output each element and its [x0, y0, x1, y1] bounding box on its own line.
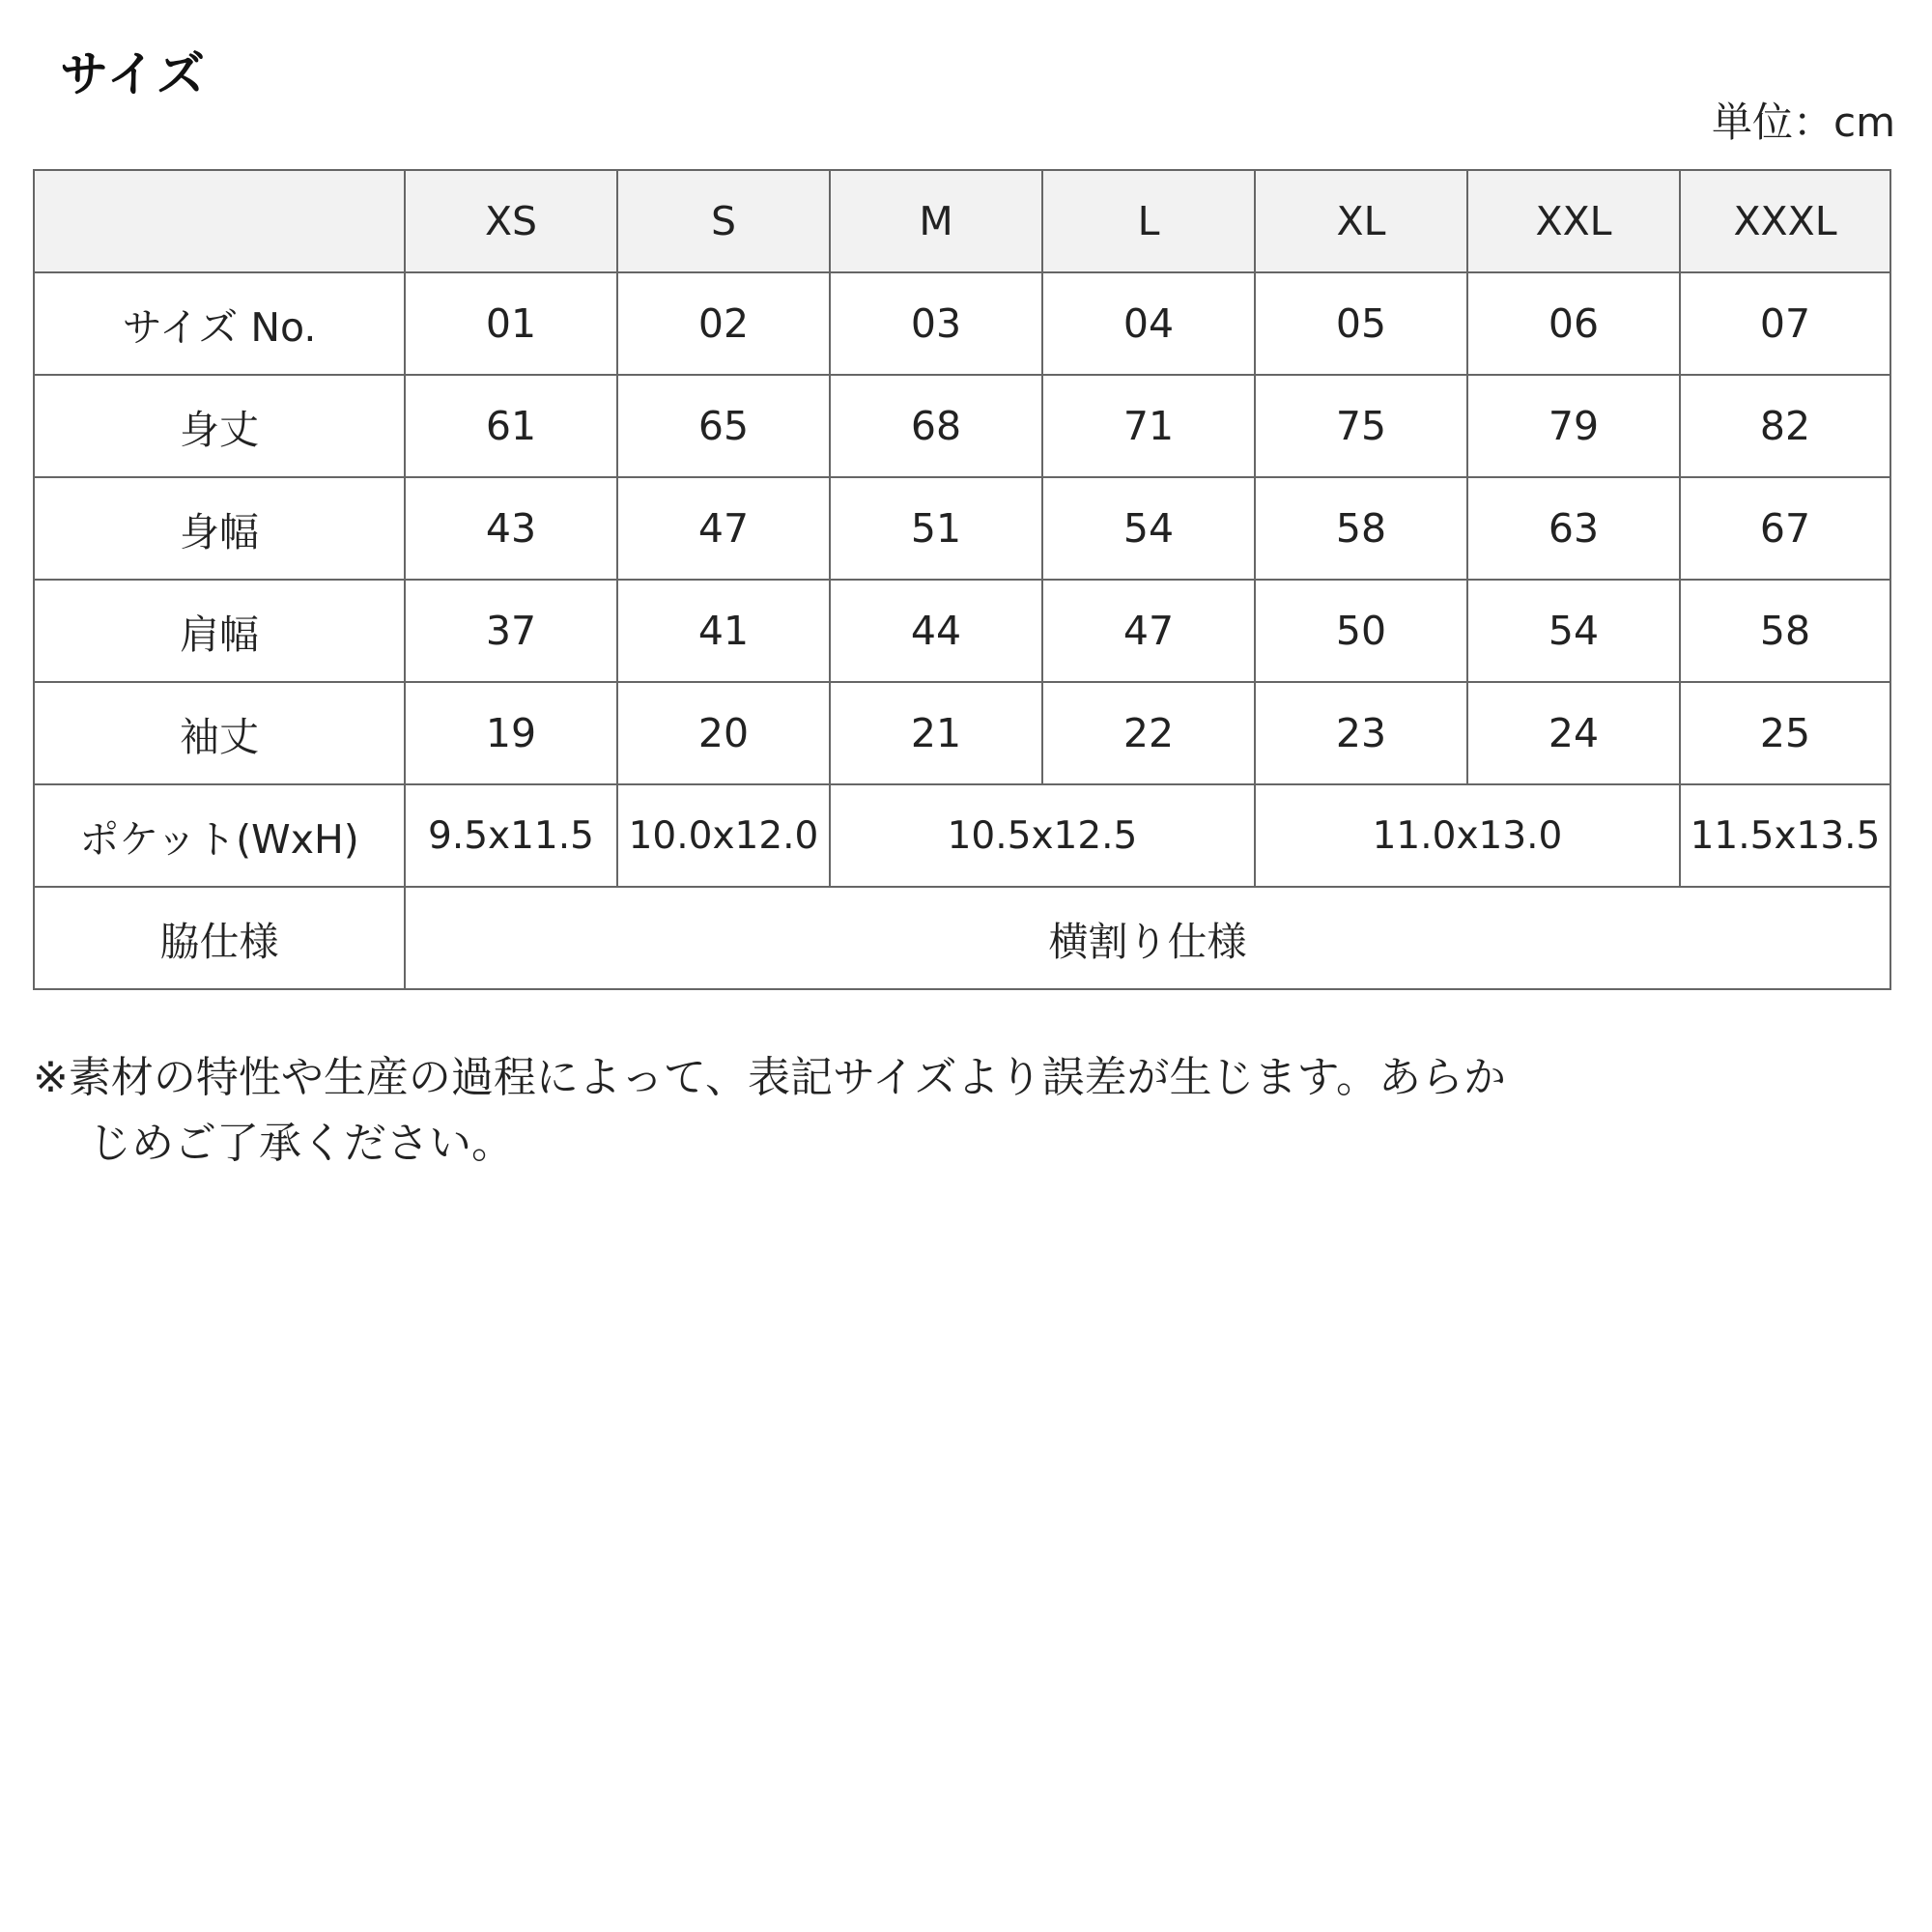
table-cell: 79	[1467, 375, 1680, 477]
unit-label: 単位：cm	[1711, 99, 1895, 146]
table-cell: 05	[1255, 272, 1467, 375]
table-cell: 25	[1680, 682, 1890, 784]
size-header-l: L	[1042, 170, 1255, 272]
note-line: じめご了承ください。	[89, 1119, 514, 1168]
table-cell: 75	[1255, 375, 1467, 477]
table-cell: 41	[617, 580, 830, 682]
table-cell: 11.5x13.5	[1680, 784, 1890, 887]
table-cell: 67	[1680, 477, 1890, 580]
table-cell: 58	[1680, 580, 1890, 682]
row-label: ポケット(WxH)	[34, 784, 405, 887]
table-cell: 01	[405, 272, 617, 375]
size-header-m: M	[830, 170, 1042, 272]
table-cell: 04	[1042, 272, 1255, 375]
row-label: 脇仕様	[34, 887, 405, 989]
table-cell: 24	[1467, 682, 1680, 784]
table-row-body-length	[34, 375, 1890, 477]
table-cell: 横割り仕様	[405, 887, 1890, 989]
corner-cell	[34, 170, 405, 272]
table-cell: 9.5x11.5	[405, 784, 617, 887]
table-cell: 47	[1042, 580, 1255, 682]
row-label: 袖丈	[34, 682, 405, 784]
size-header-xxl: XXL	[1467, 170, 1680, 272]
table-cell: 06	[1467, 272, 1680, 375]
disclaimer-note	[33, 1045, 1849, 1177]
size-header-xs: XS	[405, 170, 617, 272]
table-cell: 71	[1042, 375, 1255, 477]
table-cell: 07	[1680, 272, 1890, 375]
table-cell: 54	[1467, 580, 1680, 682]
table-cell: 23	[1255, 682, 1467, 784]
table-cell: 68	[830, 375, 1042, 477]
table-cell: 10.0x12.0	[617, 784, 830, 887]
size-table	[33, 169, 1891, 990]
table-cell: 21	[830, 682, 1042, 784]
size-header-xxxl: XXXL	[1680, 170, 1890, 272]
table-row-shoulder-width	[34, 580, 1890, 682]
table-cell: 47	[617, 477, 830, 580]
table-cell: 61	[405, 375, 617, 477]
table-cell: 58	[1255, 477, 1467, 580]
table-cell: 82	[1680, 375, 1890, 477]
table-cell: 02	[617, 272, 830, 375]
table-cell: 11.0x13.0	[1255, 784, 1680, 887]
table-cell: 44	[830, 580, 1042, 682]
table-cell: 54	[1042, 477, 1255, 580]
table-cell: 20	[617, 682, 830, 784]
table-cell: 03	[830, 272, 1042, 375]
header-row	[34, 170, 1890, 272]
page-title: サイズ	[60, 46, 207, 102]
table-cell: 43	[405, 477, 617, 580]
row-label: サイズ No.	[34, 272, 405, 375]
table-cell: 51	[830, 477, 1042, 580]
row-label: 身幅	[34, 477, 405, 580]
row-label: 肩幅	[34, 580, 405, 682]
row-label: 身丈	[34, 375, 405, 477]
table-row-size-no	[34, 272, 1890, 375]
table-cell: 63	[1467, 477, 1680, 580]
table-row-pocket	[34, 784, 1890, 887]
table-cell: 50	[1255, 580, 1467, 682]
table-row-side-spec	[34, 887, 1890, 989]
table-cell: 22	[1042, 682, 1255, 784]
table-cell: 10.5x12.5	[830, 784, 1255, 887]
table-row-sleeve-length	[34, 682, 1890, 784]
table-row-body-width	[34, 477, 1890, 580]
note-line: ※素材の特性や生産の過程によって、表記サイズより誤差が生じます。あらか	[33, 1053, 1506, 1102]
table-cell: 65	[617, 375, 830, 477]
size-header-xl: XL	[1255, 170, 1467, 272]
table-cell: 19	[405, 682, 617, 784]
table-cell: 37	[405, 580, 617, 682]
size-header-s: S	[617, 170, 830, 272]
